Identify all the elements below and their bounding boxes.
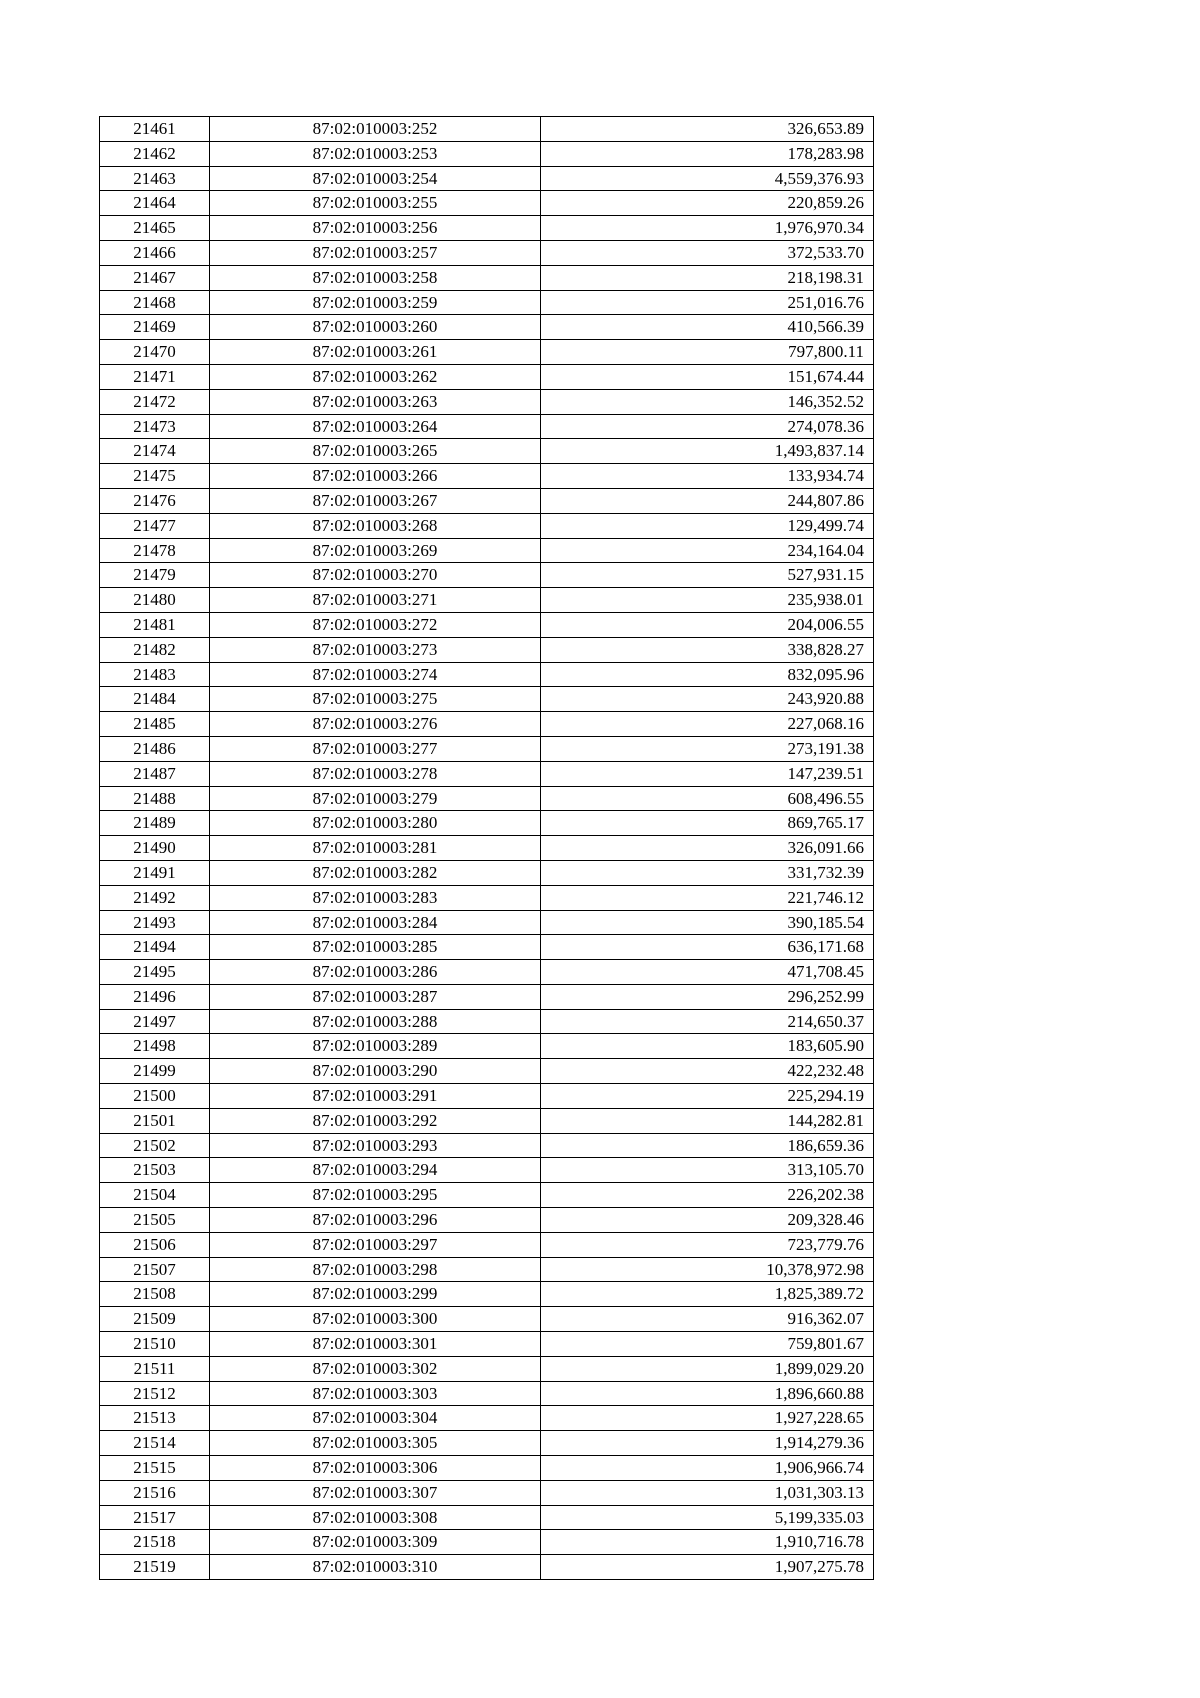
table-row [100, 960, 874, 985]
cadastral-value-cell: 869,765.17 [541, 811, 874, 836]
table-row [100, 786, 874, 811]
table-row [100, 1356, 874, 1381]
cadastral-value-cell: 226,202.38 [541, 1183, 874, 1208]
cadastral-value-cell: 608,496.55 [541, 786, 874, 811]
table-row [100, 117, 874, 142]
cadastral-number-cell: 87:02:010003:279 [210, 786, 541, 811]
table-row [100, 1332, 874, 1357]
row-number-cell: 21481 [100, 612, 210, 637]
cadastral-number-cell: 87:02:010003:302 [210, 1356, 541, 1381]
table-row [100, 315, 874, 340]
cadastral-value-cell: 133,934.74 [541, 464, 874, 489]
cadastral-number-cell: 87:02:010003:280 [210, 811, 541, 836]
row-number-cell: 21511 [100, 1356, 210, 1381]
table-row [100, 439, 874, 464]
table-row [100, 1505, 874, 1530]
table-row [100, 1381, 874, 1406]
row-number-cell: 21514 [100, 1431, 210, 1456]
cadastral-value-cell: 422,232.48 [541, 1059, 874, 1084]
row-number-cell: 21470 [100, 340, 210, 365]
cadastral-value-cell: 1,896,660.88 [541, 1381, 874, 1406]
cadastral-value-cell: 204,006.55 [541, 612, 874, 637]
table-row [100, 563, 874, 588]
cadastral-number-cell: 87:02:010003:310 [210, 1555, 541, 1580]
table-row [100, 1009, 874, 1034]
table-row [100, 984, 874, 1009]
table-row [100, 1158, 874, 1183]
row-number-cell: 21483 [100, 662, 210, 687]
cadastral-number-cell: 87:02:010003:269 [210, 538, 541, 563]
cadastral-number-cell: 87:02:010003:273 [210, 637, 541, 662]
cadastral-number-cell: 87:02:010003:275 [210, 687, 541, 712]
cadastral-value-cell: 151,674.44 [541, 364, 874, 389]
row-number-cell: 21517 [100, 1505, 210, 1530]
row-number-cell: 21486 [100, 736, 210, 761]
cadastral-value-cell: 326,653.89 [541, 117, 874, 142]
row-number-cell: 21489 [100, 811, 210, 836]
cadastral-number-cell: 87:02:010003:298 [210, 1257, 541, 1282]
table-row [100, 488, 874, 513]
table-row [100, 612, 874, 637]
cadastral-value-cell: 1,031,303.13 [541, 1480, 874, 1505]
row-number-cell: 21462 [100, 141, 210, 166]
row-number-cell: 21468 [100, 290, 210, 315]
cadastral-value-cell: 227,068.16 [541, 712, 874, 737]
cadastral-value-cell: 218,198.31 [541, 265, 874, 290]
row-number-cell: 21501 [100, 1108, 210, 1133]
table-row [100, 1555, 874, 1580]
cadastral-value-cell: 244,807.86 [541, 488, 874, 513]
row-number-cell: 21487 [100, 761, 210, 786]
cadastral-number-cell: 87:02:010003:295 [210, 1183, 541, 1208]
cadastral-value-cell: 4,559,376.93 [541, 166, 874, 191]
row-number-cell: 21516 [100, 1480, 210, 1505]
cadastral-value-cell: 220,859.26 [541, 191, 874, 216]
table-row [100, 538, 874, 563]
cadastral-number-cell: 87:02:010003:260 [210, 315, 541, 340]
table-row [100, 687, 874, 712]
cadastral-value-cell: 832,095.96 [541, 662, 874, 687]
cadastral-value-table-container [99, 116, 873, 1580]
cadastral-number-cell: 87:02:010003:262 [210, 364, 541, 389]
table-row [100, 265, 874, 290]
row-number-cell: 21503 [100, 1158, 210, 1183]
table-row [100, 1232, 874, 1257]
cadastral-value-cell: 797,800.11 [541, 340, 874, 365]
table-row [100, 1282, 874, 1307]
cadastral-value-cell: 243,920.88 [541, 687, 874, 712]
row-number-cell: 21494 [100, 935, 210, 960]
cadastral-number-cell: 87:02:010003:270 [210, 563, 541, 588]
table-row [100, 1208, 874, 1233]
cadastral-number-cell: 87:02:010003:265 [210, 439, 541, 464]
cadastral-number-cell: 87:02:010003:283 [210, 885, 541, 910]
table-row [100, 1480, 874, 1505]
table-row [100, 166, 874, 191]
table-row [100, 340, 874, 365]
cadastral-value-cell: 759,801.67 [541, 1332, 874, 1357]
cadastral-number-cell: 87:02:010003:281 [210, 836, 541, 861]
table-row [100, 662, 874, 687]
cadastral-value-cell: 372,533.70 [541, 240, 874, 265]
cadastral-value-cell: 1,825,389.72 [541, 1282, 874, 1307]
cadastral-number-cell: 87:02:010003:304 [210, 1406, 541, 1431]
cadastral-value-cell: 235,938.01 [541, 588, 874, 613]
cadastral-value-cell: 225,294.19 [541, 1084, 874, 1109]
row-number-cell: 21476 [100, 488, 210, 513]
cadastral-number-cell: 87:02:010003:261 [210, 340, 541, 365]
row-number-cell: 21491 [100, 860, 210, 885]
row-number-cell: 21513 [100, 1406, 210, 1431]
table-row [100, 736, 874, 761]
row-number-cell: 21510 [100, 1332, 210, 1357]
cadastral-value-cell: 410,566.39 [541, 315, 874, 340]
cadastral-number-cell: 87:02:010003:300 [210, 1307, 541, 1332]
table-row [100, 1183, 874, 1208]
cadastral-number-cell: 87:02:010003:274 [210, 662, 541, 687]
cadastral-value-cell: 273,191.38 [541, 736, 874, 761]
row-number-cell: 21463 [100, 166, 210, 191]
row-number-cell: 21480 [100, 588, 210, 613]
cadastral-value-cell: 221,746.12 [541, 885, 874, 910]
row-number-cell: 21490 [100, 836, 210, 861]
row-number-cell: 21507 [100, 1257, 210, 1282]
row-number-cell: 21469 [100, 315, 210, 340]
table-row [100, 811, 874, 836]
cadastral-number-cell: 87:02:010003:296 [210, 1208, 541, 1233]
cadastral-number-cell: 87:02:010003:308 [210, 1505, 541, 1530]
cadastral-value-cell: 214,650.37 [541, 1009, 874, 1034]
cadastral-value-cell: 1,907,275.78 [541, 1555, 874, 1580]
row-number-cell: 21465 [100, 216, 210, 241]
cadastral-number-cell: 87:02:010003:264 [210, 414, 541, 439]
cadastral-number-cell: 87:02:010003:285 [210, 935, 541, 960]
row-number-cell: 21477 [100, 513, 210, 538]
row-number-cell: 21506 [100, 1232, 210, 1257]
table-row [100, 1084, 874, 1109]
cadastral-number-cell: 87:02:010003:292 [210, 1108, 541, 1133]
table-row [100, 637, 874, 662]
cadastral-value-cell: 313,105.70 [541, 1158, 874, 1183]
cadastral-number-cell: 87:02:010003:301 [210, 1332, 541, 1357]
table-row [100, 885, 874, 910]
cadastral-value-cell: 527,931.15 [541, 563, 874, 588]
cadastral-number-cell: 87:02:010003:306 [210, 1456, 541, 1481]
cadastral-number-cell: 87:02:010003:299 [210, 1282, 541, 1307]
cadastral-value-cell: 390,185.54 [541, 910, 874, 935]
table-row [100, 191, 874, 216]
row-number-cell: 21496 [100, 984, 210, 1009]
cadastral-value-cell: 1,493,837.14 [541, 439, 874, 464]
cadastral-number-cell: 87:02:010003:287 [210, 984, 541, 1009]
table-row [100, 414, 874, 439]
cadastral-number-cell: 87:02:010003:257 [210, 240, 541, 265]
cadastral-value-cell: 251,016.76 [541, 290, 874, 315]
cadastral-value-cell: 723,779.76 [541, 1232, 874, 1257]
row-number-cell: 21495 [100, 960, 210, 985]
table-row [100, 290, 874, 315]
cadastral-number-cell: 87:02:010003:272 [210, 612, 541, 637]
table-row [100, 1456, 874, 1481]
row-number-cell: 21472 [100, 389, 210, 414]
row-number-cell: 21499 [100, 1059, 210, 1084]
row-number-cell: 21461 [100, 117, 210, 142]
cadastral-value-cell: 183,605.90 [541, 1034, 874, 1059]
cadastral-value-table [99, 116, 874, 1580]
table-row [100, 1431, 874, 1456]
row-number-cell: 21515 [100, 1456, 210, 1481]
cadastral-value-cell: 916,362.07 [541, 1307, 874, 1332]
cadastral-value-cell: 5,199,335.03 [541, 1505, 874, 1530]
row-number-cell: 21502 [100, 1133, 210, 1158]
table-row [100, 1257, 874, 1282]
cadastral-value-cell: 636,171.68 [541, 935, 874, 960]
row-number-cell: 21473 [100, 414, 210, 439]
cadastral-value-cell: 234,164.04 [541, 538, 874, 563]
cadastral-number-cell: 87:02:010003:253 [210, 141, 541, 166]
table-row [100, 860, 874, 885]
row-number-cell: 21488 [100, 786, 210, 811]
cadastral-value-cell: 1,899,029.20 [541, 1356, 874, 1381]
row-number-cell: 21493 [100, 910, 210, 935]
cadastral-value-cell: 209,328.46 [541, 1208, 874, 1233]
cadastral-value-cell: 129,499.74 [541, 513, 874, 538]
table-row [100, 588, 874, 613]
table-row [100, 712, 874, 737]
cadastral-number-cell: 87:02:010003:259 [210, 290, 541, 315]
table-body [100, 117, 874, 1580]
table-row [100, 513, 874, 538]
table-row [100, 836, 874, 861]
cadastral-value-cell: 178,283.98 [541, 141, 874, 166]
cadastral-number-cell: 87:02:010003:307 [210, 1480, 541, 1505]
cadastral-number-cell: 87:02:010003:293 [210, 1133, 541, 1158]
cadastral-number-cell: 87:02:010003:290 [210, 1059, 541, 1084]
cadastral-number-cell: 87:02:010003:255 [210, 191, 541, 216]
cadastral-value-cell: 1,976,970.34 [541, 216, 874, 241]
row-number-cell: 21497 [100, 1009, 210, 1034]
row-number-cell: 21466 [100, 240, 210, 265]
table-row [100, 216, 874, 241]
cadastral-value-cell: 1,910,716.78 [541, 1530, 874, 1555]
table-row [100, 1406, 874, 1431]
cadastral-value-cell: 1,906,966.74 [541, 1456, 874, 1481]
row-number-cell: 21475 [100, 464, 210, 489]
cadastral-number-cell: 87:02:010003:267 [210, 488, 541, 513]
row-number-cell: 21471 [100, 364, 210, 389]
row-number-cell: 21467 [100, 265, 210, 290]
cadastral-number-cell: 87:02:010003:278 [210, 761, 541, 786]
cadastral-value-cell: 186,659.36 [541, 1133, 874, 1158]
table-row [100, 389, 874, 414]
table-row [100, 1034, 874, 1059]
row-number-cell: 21519 [100, 1555, 210, 1580]
table-row [100, 141, 874, 166]
cadastral-number-cell: 87:02:010003:303 [210, 1381, 541, 1406]
cadastral-number-cell: 87:02:010003:291 [210, 1084, 541, 1109]
table-row [100, 761, 874, 786]
cadastral-number-cell: 87:02:010003:284 [210, 910, 541, 935]
cadastral-number-cell: 87:02:010003:258 [210, 265, 541, 290]
table-row [100, 1133, 874, 1158]
cadastral-number-cell: 87:02:010003:286 [210, 960, 541, 985]
row-number-cell: 21478 [100, 538, 210, 563]
table-row [100, 1059, 874, 1084]
cadastral-number-cell: 87:02:010003:268 [210, 513, 541, 538]
row-number-cell: 21482 [100, 637, 210, 662]
cadastral-number-cell: 87:02:010003:252 [210, 117, 541, 142]
cadastral-value-cell: 1,914,279.36 [541, 1431, 874, 1456]
cadastral-value-cell: 147,239.51 [541, 761, 874, 786]
cadastral-value-cell: 146,352.52 [541, 389, 874, 414]
cadastral-value-cell: 274,078.36 [541, 414, 874, 439]
row-number-cell: 21498 [100, 1034, 210, 1059]
cadastral-number-cell: 87:02:010003:297 [210, 1232, 541, 1257]
cadastral-value-cell: 1,927,228.65 [541, 1406, 874, 1431]
row-number-cell: 21485 [100, 712, 210, 737]
cadastral-number-cell: 87:02:010003:256 [210, 216, 541, 241]
cadastral-number-cell: 87:02:010003:276 [210, 712, 541, 737]
cadastral-number-cell: 87:02:010003:266 [210, 464, 541, 489]
cadastral-value-cell: 10,378,972.98 [541, 1257, 874, 1282]
row-number-cell: 21505 [100, 1208, 210, 1233]
cadastral-number-cell: 87:02:010003:294 [210, 1158, 541, 1183]
cadastral-value-cell: 471,708.45 [541, 960, 874, 985]
cadastral-number-cell: 87:02:010003:289 [210, 1034, 541, 1059]
cadastral-number-cell: 87:02:010003:277 [210, 736, 541, 761]
cadastral-number-cell: 87:02:010003:282 [210, 860, 541, 885]
table-row [100, 910, 874, 935]
row-number-cell: 21508 [100, 1282, 210, 1307]
cadastral-number-cell: 87:02:010003:288 [210, 1009, 541, 1034]
row-number-cell: 21504 [100, 1183, 210, 1208]
cadastral-value-cell: 326,091.66 [541, 836, 874, 861]
table-row [100, 1108, 874, 1133]
row-number-cell: 21512 [100, 1381, 210, 1406]
row-number-cell: 21509 [100, 1307, 210, 1332]
table-row [100, 1307, 874, 1332]
row-number-cell: 21464 [100, 191, 210, 216]
row-number-cell: 21518 [100, 1530, 210, 1555]
cadastral-value-cell: 331,732.39 [541, 860, 874, 885]
cadastral-number-cell: 87:02:010003:254 [210, 166, 541, 191]
cadastral-value-cell: 296,252.99 [541, 984, 874, 1009]
cadastral-value-cell: 338,828.27 [541, 637, 874, 662]
cadastral-number-cell: 87:02:010003:263 [210, 389, 541, 414]
table-row [100, 935, 874, 960]
table-row [100, 240, 874, 265]
row-number-cell: 21492 [100, 885, 210, 910]
row-number-cell: 21500 [100, 1084, 210, 1109]
table-row [100, 464, 874, 489]
cadastral-number-cell: 87:02:010003:305 [210, 1431, 541, 1456]
cadastral-number-cell: 87:02:010003:309 [210, 1530, 541, 1555]
row-number-cell: 21484 [100, 687, 210, 712]
table-row [100, 1530, 874, 1555]
cadastral-value-cell: 144,282.81 [541, 1108, 874, 1133]
row-number-cell: 21474 [100, 439, 210, 464]
table-row [100, 364, 874, 389]
row-number-cell: 21479 [100, 563, 210, 588]
cadastral-number-cell: 87:02:010003:271 [210, 588, 541, 613]
